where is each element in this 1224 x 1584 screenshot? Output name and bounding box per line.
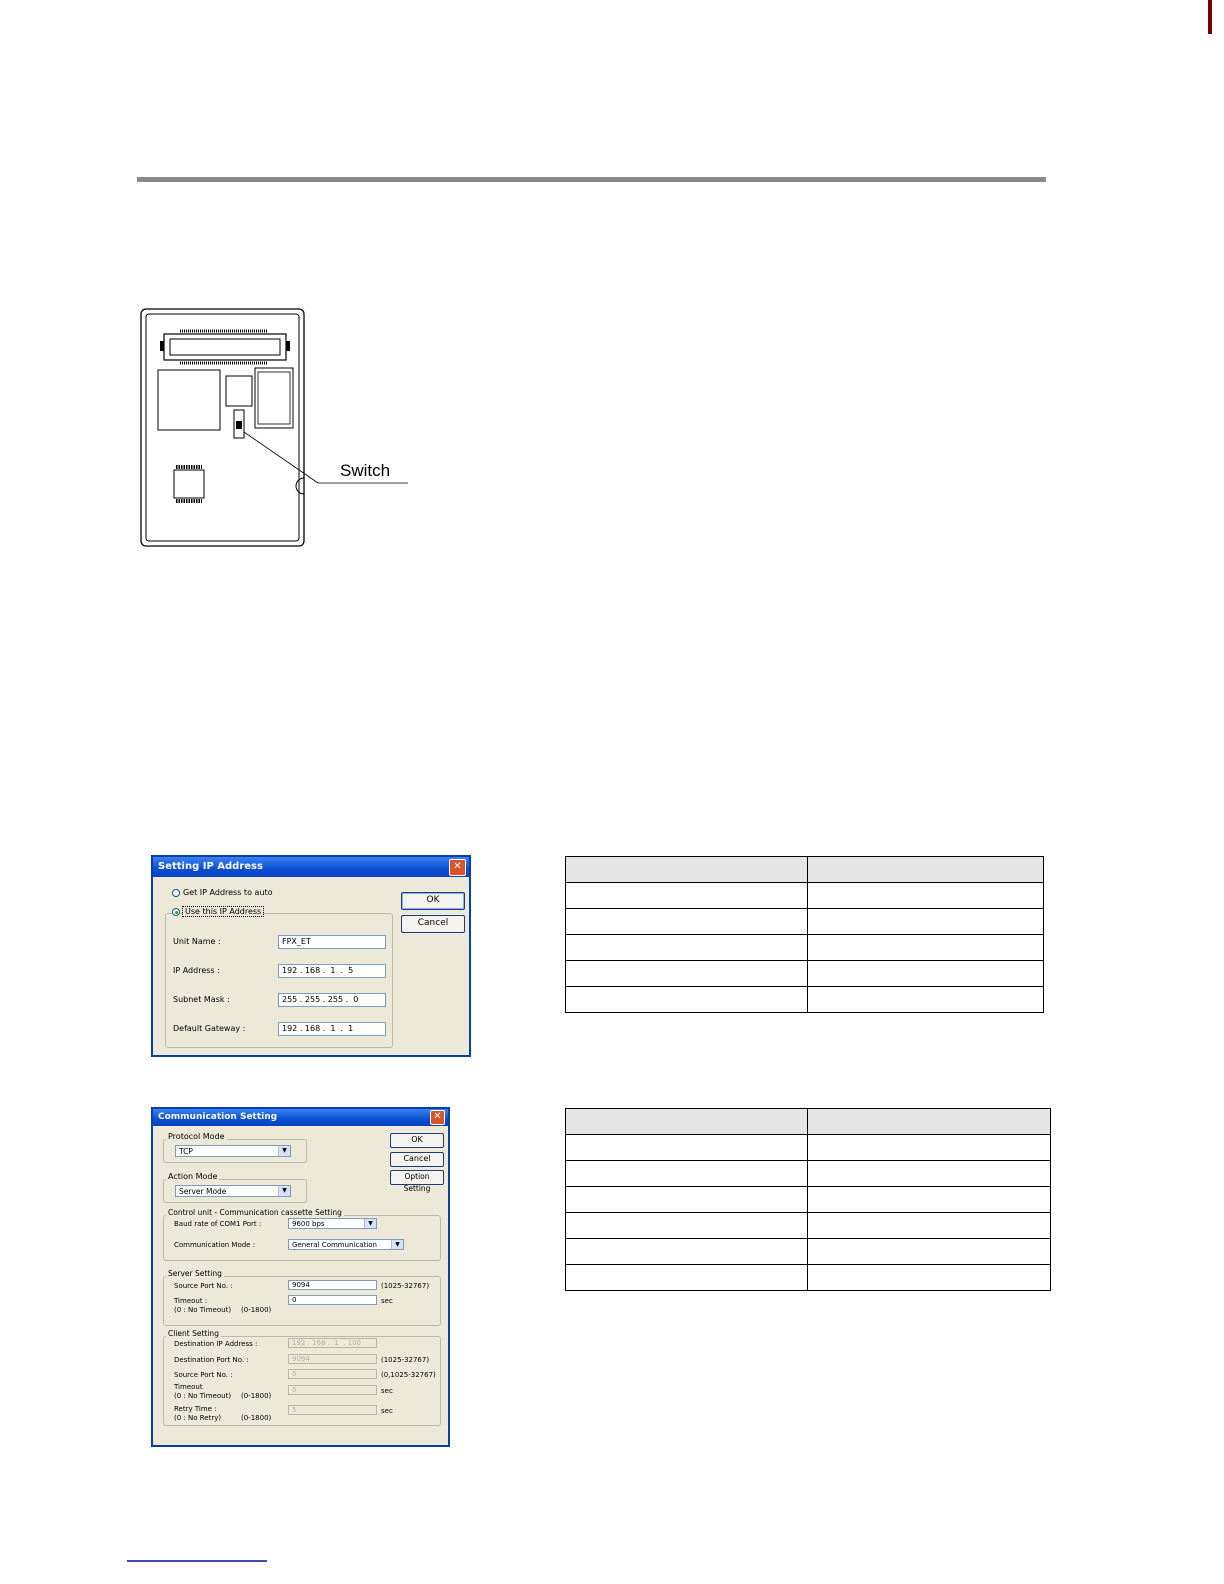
table-cell xyxy=(566,1161,808,1187)
subnet-mask-input[interactable]: 255 . 255 . 255 . 0 xyxy=(278,993,386,1007)
no-timeout-note: (0 : No Timeout) xyxy=(174,1306,232,1314)
protocol-mode-select[interactable] xyxy=(175,1145,291,1157)
option-setting-button[interactable]: Option Setting xyxy=(390,1170,444,1185)
destination-port-label: Destination Port No. : xyxy=(174,1356,249,1364)
table-row xyxy=(566,1187,1051,1213)
retry-time-unit: sec xyxy=(381,1407,393,1415)
destination-port-input[interactable]: 9094 xyxy=(288,1354,377,1364)
client-timeout-label: Timeout xyxy=(174,1383,203,1391)
footer-link-underline[interactable] xyxy=(127,1560,267,1562)
table-cell xyxy=(808,1213,1051,1239)
ip-address-label: IP Address : xyxy=(173,966,220,975)
client-timeout-range: (0-1800) xyxy=(241,1392,272,1400)
header-cell xyxy=(566,1109,808,1135)
client-timeout-unit: sec xyxy=(381,1387,393,1395)
table-cell xyxy=(808,987,1044,1013)
board-figure xyxy=(140,308,420,553)
ip-settings-dialog xyxy=(151,855,471,1057)
table-cell xyxy=(566,883,808,909)
header-cell xyxy=(808,857,1044,883)
header-cell xyxy=(566,857,808,883)
switch-label: Switch xyxy=(340,461,391,480)
table-row xyxy=(566,909,1044,935)
header-cell xyxy=(808,1109,1051,1135)
retry-time-range: (0-1800) xyxy=(241,1414,272,1422)
source-port-label: Source Port No. : xyxy=(174,1282,233,1290)
destination-port-range: (1025-32767) xyxy=(381,1356,430,1364)
baud-rate-select[interactable] xyxy=(288,1218,377,1229)
action-mode-value: Server Mode xyxy=(179,1187,227,1196)
protocol-mode-value: TCP xyxy=(179,1147,193,1156)
source-port-range: (1025-32767) xyxy=(381,1282,430,1290)
unit-name-input[interactable]: FPX_ET xyxy=(278,935,386,949)
cassette-setting-group-label: Control unit - Communication cassette Setting xyxy=(168,1208,342,1217)
chevron-down-icon: ▼ xyxy=(278,1146,290,1156)
timeout-label: Timeout : xyxy=(174,1297,208,1305)
table-header-row xyxy=(566,1109,1051,1135)
communication-mode-value: General Communication xyxy=(292,1241,377,1249)
table-cell xyxy=(566,1135,808,1161)
chevron-down-icon: ▼ xyxy=(278,1186,290,1196)
client-source-port-input[interactable]: 0 xyxy=(288,1369,377,1379)
chevron-down-icon: ▼ xyxy=(391,1240,403,1249)
client-source-port-label: Source Port No. : xyxy=(174,1371,233,1379)
cancel-button[interactable]: Cancel xyxy=(390,1152,444,1167)
table-cell xyxy=(808,961,1044,987)
client-setting-group-label: Client Setting xyxy=(168,1329,219,1338)
table-cell xyxy=(566,961,808,987)
baud-rate-label: Baud rate of COM1 Port : xyxy=(174,1220,262,1228)
server-setting-group-label: Server Setting xyxy=(168,1269,222,1278)
client-no-timeout-note: (0 : No Timeout) xyxy=(174,1392,232,1400)
timeout-input[interactable]: 0 xyxy=(288,1295,377,1305)
communication-mode-select[interactable] xyxy=(288,1239,404,1250)
subnet-mask-label: Subnet Mask : xyxy=(173,995,230,1004)
table-cell xyxy=(566,1239,808,1265)
action-mode-group-label: Action Mode xyxy=(168,1172,218,1181)
table-row xyxy=(566,1239,1051,1265)
table-cell xyxy=(808,1265,1051,1291)
no-retry-note: (0 : No Retry) xyxy=(174,1414,222,1422)
top-edge-marker xyxy=(1208,0,1212,34)
action-mode-select[interactable] xyxy=(175,1185,291,1197)
baud-rate-value: 9600 bps xyxy=(292,1220,325,1228)
retry-time-label: Retry Time : xyxy=(174,1405,217,1413)
close-icon[interactable]: ✕ xyxy=(430,1110,445,1125)
chevron-down-icon: ▼ xyxy=(364,1219,376,1228)
destination-ip-label: Destination IP Address : xyxy=(174,1340,258,1348)
radio-use-ip-label: Use this IP Address xyxy=(185,907,262,916)
unit-name-label: Unit Name : xyxy=(173,937,221,946)
table-cell xyxy=(566,909,808,935)
header-rule xyxy=(137,177,1046,182)
protocol-mode-group-label: Protocol Mode xyxy=(168,1132,225,1141)
communication-settings-table xyxy=(565,1108,1051,1291)
table-cell xyxy=(808,909,1044,935)
table-row xyxy=(566,1135,1051,1161)
table-row xyxy=(566,1161,1051,1187)
ip-address-input[interactable]: 192 . 168 . 1 . 5 xyxy=(278,964,386,978)
table-cell xyxy=(808,1239,1051,1265)
radio-use-ip[interactable] xyxy=(172,908,180,916)
table-cell xyxy=(808,1161,1051,1187)
timeout-range: (0-1800) xyxy=(241,1306,272,1314)
table-row xyxy=(566,1213,1051,1239)
table-header-row xyxy=(566,857,1044,883)
communication-mode-label: Communication Mode : xyxy=(174,1241,256,1249)
table-row xyxy=(566,935,1044,961)
ok-button[interactable]: OK xyxy=(390,1133,444,1148)
ip-settings-table xyxy=(565,856,1044,1013)
ip-dialog-titlebar xyxy=(153,857,469,877)
board-drawing xyxy=(140,308,420,553)
table-cell xyxy=(808,883,1044,909)
client-timeout-input[interactable]: 0 xyxy=(288,1385,377,1395)
table-cell xyxy=(808,1135,1051,1161)
ok-button[interactable]: OK xyxy=(401,892,465,910)
table-cell xyxy=(566,1187,808,1213)
default-gateway-label: Default Gateway : xyxy=(173,1024,246,1033)
table-cell xyxy=(566,935,808,961)
cancel-button[interactable]: Cancel xyxy=(401,915,465,933)
timeout-unit: sec xyxy=(381,1297,393,1305)
retry-time-input[interactable]: 5 xyxy=(288,1405,377,1415)
table-row xyxy=(566,883,1044,909)
table-row xyxy=(566,1265,1051,1291)
radio-auto-ip[interactable] xyxy=(172,889,180,897)
ip-dialog-title: Setting IP Address xyxy=(158,861,263,872)
destination-ip-input[interactable]: 192 . 168 . 1 . 100 xyxy=(288,1338,377,1348)
comm-dialog-titlebar xyxy=(153,1109,448,1126)
table-cell xyxy=(566,1213,808,1239)
communication-setting-dialog xyxy=(151,1107,450,1447)
table-cell xyxy=(566,987,808,1013)
client-source-port-range: (0,1025-32767) xyxy=(381,1371,436,1379)
table-row xyxy=(566,961,1044,987)
comm-dialog-title: Communication Setting xyxy=(158,1112,278,1122)
table-row xyxy=(566,987,1044,1013)
table-cell xyxy=(808,935,1044,961)
source-port-input[interactable]: 9094 xyxy=(288,1280,377,1290)
default-gateway-input[interactable]: 192 . 168 . 1 . 1 xyxy=(278,1022,386,1036)
table-cell xyxy=(808,1187,1051,1213)
table-cell xyxy=(566,1265,808,1291)
close-icon[interactable]: ✕ xyxy=(449,859,466,876)
radio-auto-ip-label: Get IP Address to auto xyxy=(183,888,273,897)
